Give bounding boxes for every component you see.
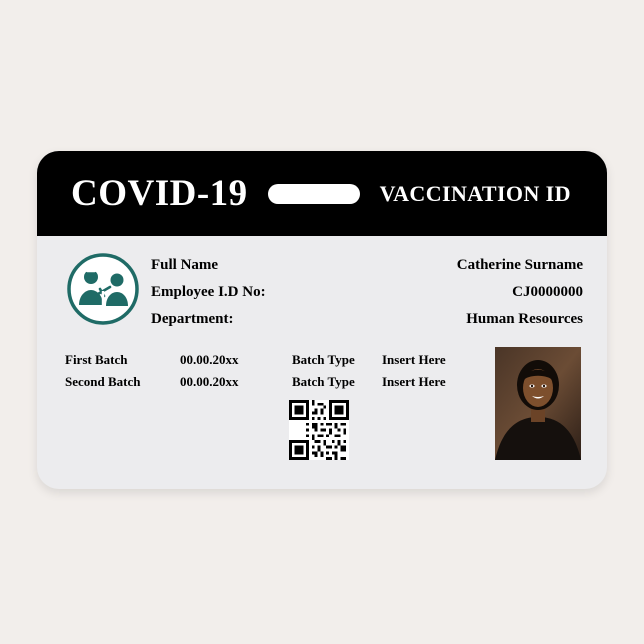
value-employee-id: CJ0000000 [512, 284, 583, 300]
badge-body [37, 236, 607, 489]
batch-type-value-first: Insert Here [382, 352, 446, 367]
table-row [65, 371, 482, 393]
batch-date-first: 00.00.20xx [180, 352, 239, 367]
label-department: Department: [151, 311, 234, 327]
employee-photo [495, 347, 581, 460]
batch-type-value-second: Insert Here [382, 374, 446, 389]
vaccination-illustration-icon [67, 253, 139, 325]
badge-title-vaccination-id: VACCINATION ID [379, 180, 571, 206]
table-row [65, 349, 482, 371]
value-full-name: Catherine Surname [456, 257, 583, 273]
badge-slot-hole [268, 184, 360, 204]
field-labels [151, 252, 266, 333]
vaccination-id-badge [37, 151, 607, 489]
badge-title-covid: COVID-19 [71, 173, 248, 214]
batch-name-first: First Batch [65, 352, 128, 367]
qr-code [289, 400, 349, 460]
batch-table [65, 349, 482, 393]
value-department: Human Resources [466, 311, 583, 327]
batch-type-label-second: Batch Type [292, 374, 355, 389]
batch-type-label-first: Batch Type [292, 352, 355, 367]
field-values [457, 252, 583, 333]
label-employee-id: Employee I.D No: [151, 284, 266, 300]
badge-header [37, 151, 607, 236]
batch-name-second: Second Batch [65, 374, 141, 389]
label-full-name: Full Name [151, 257, 219, 273]
batch-date-second: 00.00.20xx [180, 374, 239, 389]
